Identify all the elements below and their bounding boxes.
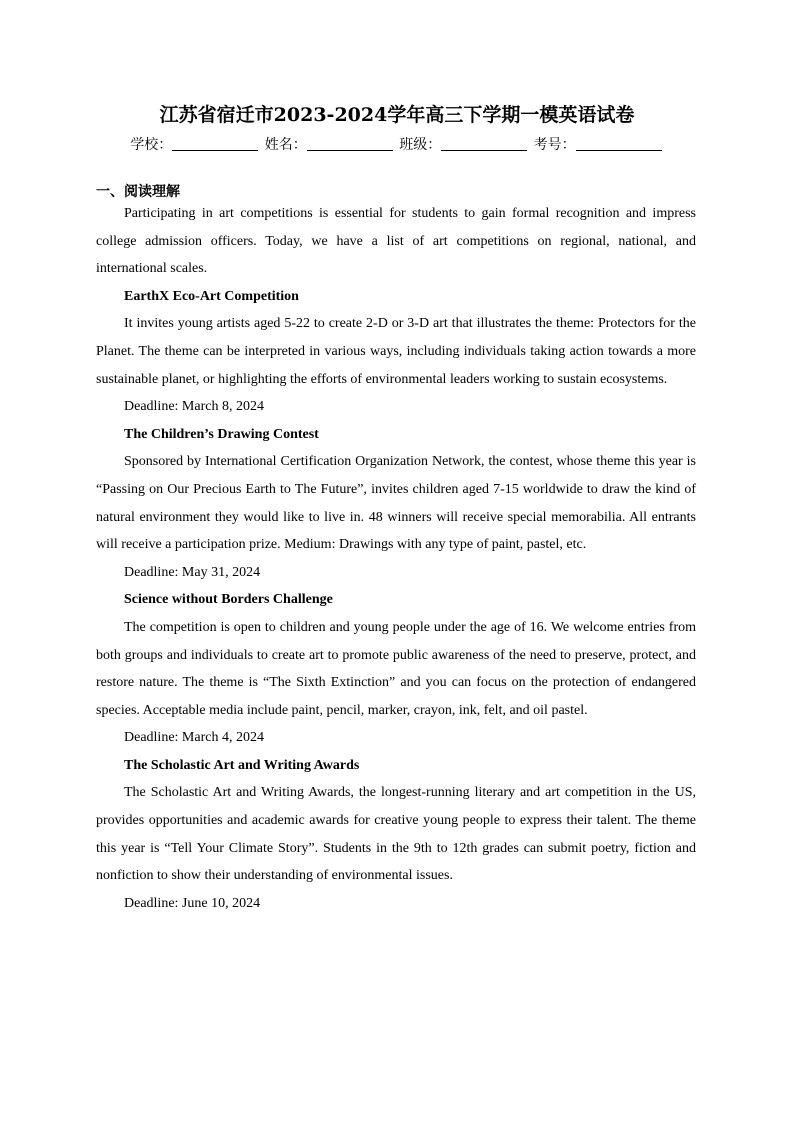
competition-description: Sponsored by International Certification Organization Network, the contest, whose theme this year is “Passing on Our Precious Earth to The Future”, invites children aged 7-15 worldwide to draw the kind of natural environment they would like to live in. 48 winners will receive special memorabilia. All entrants will receive a participation prize. Medium: Drawings with any type of paint, pastel, etc. [96,454,696,553]
competition-deadline: Deadline: March 8, 2024 [124,399,264,415]
exam-title: 江苏省宿迁市2023-2024学年高三下学期一模英语试卷 [159,104,635,126]
competition-title: EarthX Eco-Art Competition [124,288,299,304]
competition-title: The Children’s Drawing Contest [124,426,319,442]
exam-number-blank [576,136,662,151]
exam-number-label: 考号： [533,137,576,153]
class-blank [441,136,527,151]
competition-description: The competition is open to children and young people under the age of 16. We welcome entries from both groups and individuals to create art to promote public awareness of the need to preserve, protect, and restore nature. The theme is “The Sixth Extinction” and you can focus on the protection of endangered species. Acceptable media include paint, pencil, marker, crayon, ink, felt, and oil pastel. [96,619,696,718]
competition-description: It invites young artists aged 5-22 to create 2-D or 3-D art that illustrates the theme: Protectors for the Planet. The theme can be interpreted in various ways, including individuals taking action towards a more sustainable planet, or highlighting the efforts of environmental leaders working to sustain ecosystems. [96,316,696,387]
intro-paragraph: Participating in art competitions is essential for students to gain formal recognition and impress college admission officers. Today, we have a list of art competitions on regional, national, and international scales. [96,206,696,277]
school-label: 学校： [130,137,173,153]
student-info-line [0,134,794,156]
competition-deadline: Deadline: June 10, 2024 [124,895,261,911]
competition-title: Science without Borders Challenge [124,592,333,608]
competition-title: The Scholastic Art and Writing Awards [124,757,360,773]
section-heading: 一、阅读理解 [96,184,180,200]
competition-description: The Scholastic Art and Writing Awards, the longest-running literary and art competition in the US, provides opportunities and academic awards for creative young people to express their talent. The theme this year is “Tell Your Climate Story”. Students in the 9th to 12th grades can submit poetry, fiction and nonfiction to show their understanding of environmental issues. [96,785,696,884]
school-blank [172,136,258,151]
class-label: 班级： [399,137,442,153]
competition-deadline: Deadline: March 4, 2024 [124,730,264,746]
reading-passage [96,200,696,917]
name-label: 姓名： [264,137,307,153]
competition-deadline: Deadline: May 31, 2024 [124,564,261,580]
name-blank [307,136,393,151]
